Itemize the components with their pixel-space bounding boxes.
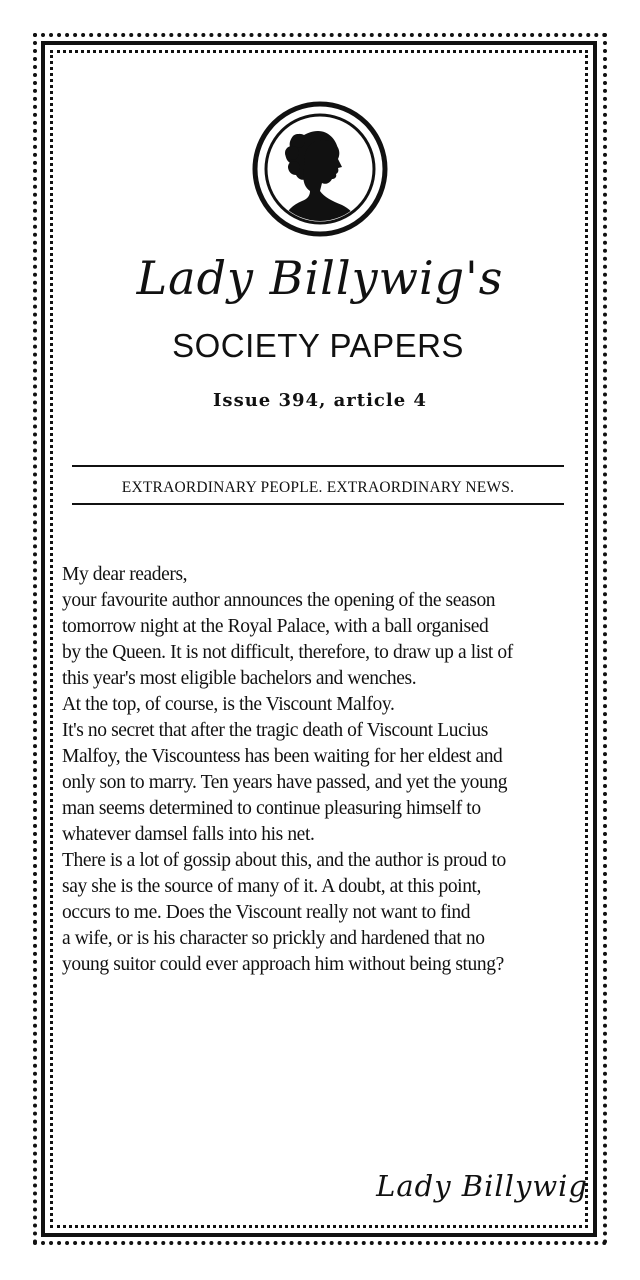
letter-line: tomorrow night at the Royal Palace, with a ball organised	[62, 616, 489, 637]
silhouette-cameo-icon	[252, 101, 388, 237]
letter-line: Malfoy, the Viscountess has been waiting for her eldest and	[62, 746, 503, 767]
letter-line: There is a lot of gossip about this, and the author is proud to	[62, 850, 506, 871]
letter-line: occurs to me. Does the Viscount really not want to find	[62, 902, 471, 923]
tagline: EXTRAORDINARY PEOPLE. EXTRAORDINARY NEWS.	[121, 479, 515, 496]
letter-line: whatever damsel falls into his net.	[62, 824, 315, 845]
bottom-rule	[72, 503, 564, 505]
letter-line: It's no secret that after the tragic death of Viscount Lucius	[62, 720, 488, 741]
top-rule	[72, 465, 564, 467]
issue-label: Issue 394, article 4	[213, 390, 427, 411]
letter-line: man seems determined to continue pleasuring himself to	[62, 798, 481, 819]
letter-line: At the top, of course, is the Viscount Malfoy.	[62, 694, 395, 715]
letter-body	[62, 562, 582, 978]
publication-title: Lady Billywig's	[136, 251, 504, 305]
letter-line: only son to marry. Ten years have passed, and yet the young	[62, 772, 508, 793]
letter-line: My dear readers,	[62, 564, 188, 585]
letter-line: by the Queen. It is not difficult, therefore, to draw up a list of	[62, 642, 513, 663]
publication-subtitle: SOCIETY PAPERS	[172, 327, 464, 364]
letter-line: a wife, or is his character so prickly and hardened that no	[62, 928, 485, 949]
letter-line: young suitor could ever approach him without being stung?	[62, 954, 504, 975]
letter-line: this year's most eligible bachelors and wenches.	[62, 668, 417, 689]
letter-line: your favourite author announces the opening of the season	[62, 590, 496, 611]
letter-line: say she is the source of many of it. A doubt, at this point,	[62, 876, 482, 897]
signature: Lady Billywig	[376, 1169, 588, 1203]
